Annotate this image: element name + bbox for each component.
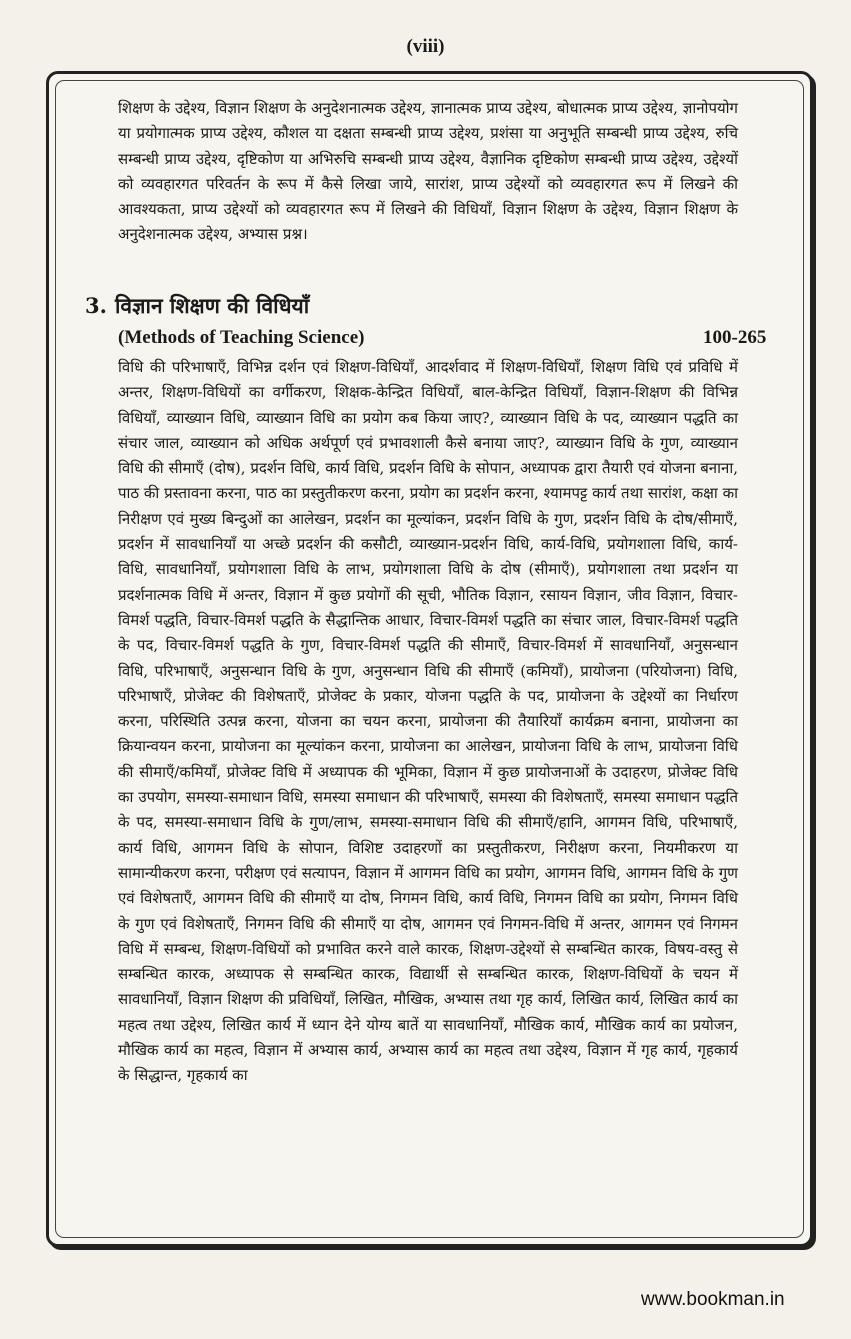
section-body: विधि की परिभाषाएँ, विभिन्न दर्शन एवं शिक्षण-विधियाँ, आदर्शवाद में शिक्षण-विधियाँ, शिक्षण विधि एवं प्रविधि में अन्तर, शिक्षण-विधियों का वर्गीकरण, शिक्षक-केन्द्रित विधियाँ, बाल-केन्द्रित विधियाँ, विज्ञान-शिक्षण की विभिन्न विधियाँ, व्याख्यान विधि, व्याख्यान विधि का प्रयोग कब किया जाए?, व्याख्यान विधि के पद, व्याख्यान पद्धति का संचार जाल, व्याख्यान को अधिक अर्थपूर्ण एवं प्रभावशाली कैसे बनाया जाए?, व्याख्यान विधि के गुण, व्याख्यान विधि की सीमाएँ (दोष), प्रदर्शन विधि, कार्य विधि, प्रदर्शन विधि के सोपान, अध्यापक द्वारा तैयारी एवं योजना बनाना, पाठ की प्रस्तावना करना, पाठ का प्रस्तुतीकरण करना, प्रयोग का प्रदर्शन करना, श्यामपट्ट कार्य तथा सारांश, कक्षा का निरीक्षण एवं मुख्य बिन्दुओं का आलेखन, प्रदर्शन का मूल्यांकन, प्रदर्शन विधि के गुण, प्रदर्शन विधि के दोष/सीमाएँ, प्रदर्शन में सावधानियाँ या अच्छे प्रदर्शन की कसौटी, व्याख्यान-प्रदर्शन विधि, कार्य-विधि, प्रयोगशाला विधि, कार्य-विधि, सावधानियाँ, प्रयोगशाला विधि के लाभ, प्रयोगशाला विधि के दोष (सीमाएँ), प्रयोगशाला तथा प्रदर्शन या प्रदर्शनात्मक विधि में अन्तर, विज्ञान में कुछ प्रयोगों की सूची, भौतिक विज्ञान, रसायन विज्ञान, जीव विज्ञान, विचार-विमर्श पद्धति, विचार-विमर्श पद्धति के सैद्धान्तिक आधार, विचार-विमर्श पद्धति का संचार जाल, विचार-विमर्श पद्धति के पद, विचार-विमर्श पद्धति के गुण, विचार-विमर्श पद्धति की सीमाएँ, विचार-विमर्श में सावधानियाँ, अनुसन्धान विधि, परिभाषाएँ, अनुसन्धान विधि के गुण, अनुसन्धान विधि की सीमाएँ (कमियाँ), प्रायोजना (परियोजना) विधि, परिभाषाएँ, प्रोजेक्ट की विशेषताएँ, प्रोजेक्ट के प्रकार, योजना पद्धति के पद, प्रायोजना के उद्देश्यों का निर्धारण करना, परिस्थिति उत्पन्न करना, योजना का चयन करना, प्रायोजना की तैयारियाँ कार्यक्रम बनाना, प्रायोजना का क्रियान्वयन करना, प्रायोजना का मूल्यांकन करना, प्रायोजना का आलेखन, प्रायोजना विधि के लाभ, प्रायोजना विधि की सीमाएँ/कमियाँ, प्रोजेक्ट विधि में अध्यापक की भूमिका, विज्ञान में कुछ प्रायोजनाओं के उदाहरण, प्रोजेक्ट विधि का उपयोग, समस्या-समाधान विधि, समस्या समाधान की परिभाषाएँ, समस्या की विशेषताएँ, समस्या समाधान पद्धति के पद, समस्या-समाधान विधि के गुण/लाभ, समस्या-समाधान विधि की सीमाएँ/हानि, आगमन विधि, परिभाषाएँ, कार्य विधि, आगमन विधि के सोपान, विशिष्ट उदाहरणों का प्रस्तुतीकरण, निरीक्षण करना, नियमीकरण या सामान्यीकरण करना, परीक्षण एवं सत्यापन, विज्ञान में आगमन विधि का प्रयोग, आगमन विधि, आगमन विधि के गुण एवं विशेषताएँ, आगमन विधि की सीमाएँ या दोष, निगमन विधि, कार्य विधि, निगमन विधि का प्रयोग, निगमन विधि के गुण एवं विशेषताएँ, निगमन विधि की सीमाएँ या दोष, आगमन एवं निगमन-विधि में अन्तर, आगमन एवं निगमन विधि में सम्बन्ध, शिक्षण-विधियों को प्रभावित करने वाले कारक, शिक्षण-उद्देश्यों से सम्बन्धित कारक, विषय-वस्तु से सम्बन्धित कारक, अध्यापक से सम्बन्धित कारक, विद्यार्थी से सम्बन्धित कारक, शिक्षण-विधियों के चयन में सावधानियाँ, विज्ञान शिक्षण की प्रविधियाँ, लिखित, मौखिक, अभ्यास तथा गृह कार्य, लिखित कार्य, लिखित कार्य का महत्व तथा उद्देश्य, लिखित कार्य में ध्यान देने योग्य बातें या सावधानियाँ, मौखिक कार्य, मौखिक कार्य का प्रयोजन, मौखिक कार्य का महत्व, विज्ञान में अभ्यास कार्य, अभ्यास कार्य का महत्व तथा उद्देश्य, विज्ञान में गृह कार्य, गृहकार्य के सिद्धान्त, गृहकार्य का: [118, 358, 738, 1085]
contents-frame: [46, 71, 813, 1247]
section-page-range: 100-265: [703, 327, 767, 348]
footer-url: www.bookman.in: [641, 1289, 785, 1310]
section-heading: [85, 292, 309, 320]
section-title-hindi: विज्ञान शिक्षण की विधियाँ: [114, 293, 310, 318]
section-title-english: (Methods of Teaching Science): [118, 327, 365, 348]
intro-paragraph: शिक्षण के उद्देश्य, विज्ञान शिक्षण के अनुदेशनात्मक उद्देश्य, ज्ञानात्मक प्राप्य उद्देश्य, बोधात्मक प्राप्य उद्देश्य, ज्ञानोपयोग या प्रयोगात्मक प्राप्य उद्देश्य, कौशल या दक्षता सम्बन्धी प्राप्य उद्देश्य, प्रशंसा या अनुभूति सम्बन्धी प्राप्य उद्देश्य, रुचि सम्बन्धी प्राप्य उद्देश्य, दृष्टिकोण या अभिरुचि सम्बन्धी प्राप्य उद्देश्य, वैज्ञानिक दृष्टिकोण सम्बन्धी प्राप्य उद्देश्य, उद्देश्यों को व्यवहारगत परिवर्तन के रूप में कैसे लिखा जाये, सारांश, प्राप्य उद्देश्यों को व्यवहारगत रूप में लिखने की आवश्यकता, प्राप्य उद्देश्यों को व्यवहारगत रूप में लिखने की विधियाँ, विज्ञान शिक्षण के उद्देश्य, विज्ञान शिक्षण के अनुदेशनात्मक उद्देश्य, अभ्यास प्रश्न।: [118, 99, 738, 244]
section-number: 3.: [85, 293, 107, 318]
page-number: (viii): [406, 36, 445, 57]
